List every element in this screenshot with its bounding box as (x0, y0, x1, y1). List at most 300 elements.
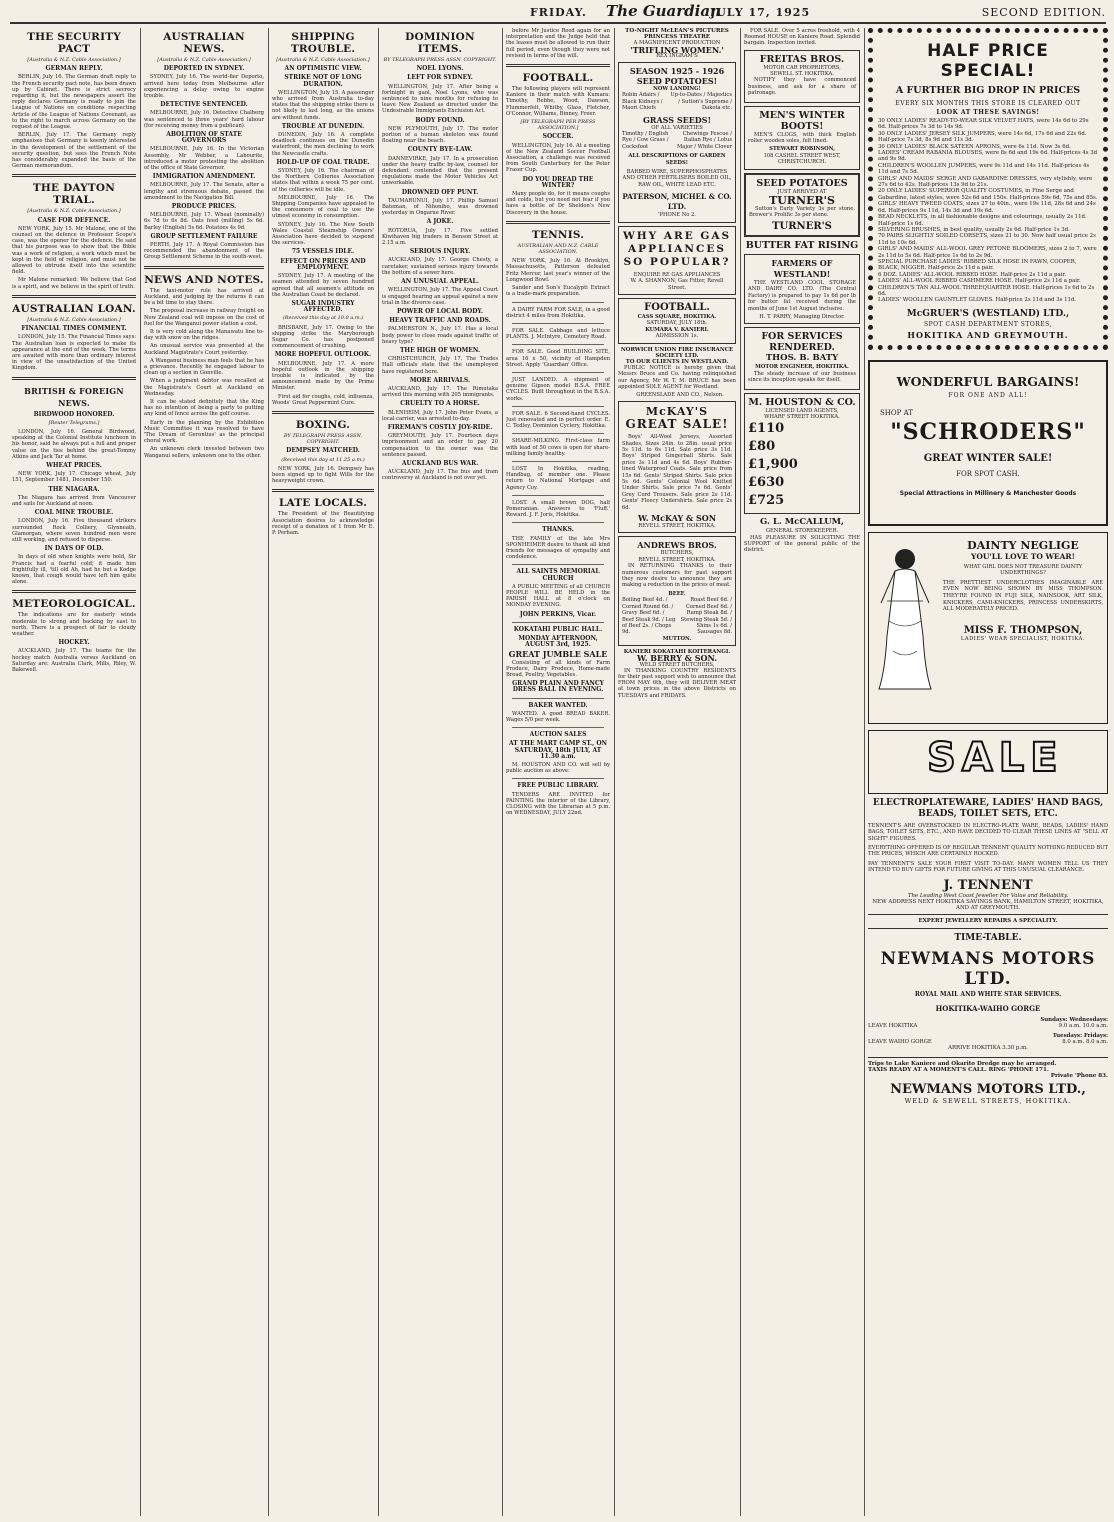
ad-firm-name: McGRUER'S (WESTLAND) LTD., (906, 308, 1070, 319)
timetable-time: 8.0 a.m. 8.0 a.m. (1062, 1038, 1108, 1045)
headline-dominion-items: DOMINION ITEMS. (405, 31, 475, 55)
subheading: SOCCER. (542, 133, 574, 141)
byline: [Australia & N.Z. Cable Association.] (27, 316, 121, 323)
ad-text: SHOP AT (880, 408, 913, 417)
byline: AUSTRALIAN AND N.Z. CABLE ASSOCIATION. (517, 242, 599, 256)
sale-item: BEAD NECKLETS, in all fashionable designs and colourings, usually 2s 11d. Half-price 1s 6d. (878, 214, 1087, 227)
ad-text: MOTOR ENGINEER, HOKITIKA. (755, 364, 849, 371)
sale-item: SILVERING BRUSHES, in best quality, usually 2s 6d. Half-price 1s 3d. (878, 226, 1070, 233)
ad-text: LADIES' WEAR SPECIALIST, HOKITIKA. (960, 635, 1086, 642)
ad-subtitle: A FURTHER BIG DROP IN PRICES (895, 85, 1081, 96)
masthead-edition: SECOND EDITION. (981, 6, 1106, 19)
article-text: WELLINGTON, July 15. A passenger who arrived from Australia to-day states that the shipping strike there is not likely to last long, as the unions are without funds. (272, 89, 374, 121)
article-text: A Wanganui business man feels that he has a grievance. Recently he engaged labour to clean up a section in Gonville. (144, 357, 264, 377)
article-text: In days of old when knights were bold, Sir Francis had a fearful cold; it made him frightfully ill, 'till old Ah, had he but a Kodge known, that cough would have left him quite alone. (12, 554, 136, 586)
ad-text: LICENSED LAND AGENTS, (765, 407, 839, 414)
article-text: BRISBANE, July 17. Owing to the shipping strike the Maryborough Sugar Co. has postponed commencement of crushing. (272, 324, 374, 350)
article-text: NEW YORK, July 15. Mr Malone, one of the counsel on the defence in Professor Scope's case, was the opener for the defence. He said that his purpose was to show that the Bible was a work of religion, a work which must be kept in the field of religion, and must not be allowed to obtrude itself into the scientific field. (12, 225, 136, 276)
ad-text: MEN'S CLOGS, with thick English roller wooden soles, felt lined. (748, 131, 856, 145)
timetable-arrival: ARRIVE HOKITIKA 3.30 p.m. (948, 1044, 1028, 1051)
divider (506, 64, 610, 67)
butter-fat-ad (744, 254, 860, 324)
article-text: AUCKLAND, July 17. George Chesty, a caretaker, sustained serious injury towards the bottom of a sewer here. (382, 257, 498, 276)
half-price-items (878, 118, 1098, 304)
article-text: SYDNEY, July 16. The chairman of the Northern Collieries Association states that within a week 75 per cent. of the collieries will be idle. (272, 168, 374, 193)
classified-ad: TENDERS ARE INVITED for PAINTING the interior of the Library, CLOSING with the Librarian at 5 p.m. on WEDNESDAY, JULY 22nd. (506, 791, 610, 817)
subheading: HEAVY TRAFFIC AND ROADS. (389, 317, 491, 325)
article-text: The proposal increase in railway freight on New Zealand coal will impose on the cost of fuel for the Wanganui power station a cost. (144, 308, 264, 327)
article-text: SYDNEY, July 17. A meeting of the seamen attended by seven hundred agreed that all seamen's attitude on the Australian Coast be declared. (272, 273, 374, 298)
sale-item: 20 ONLY LADIES' SUPERIOR QUALITY COSTUMES, in Fine Serge and Gabardine, latest styles, were 52s 6d and 150s. Half-prices 59s 6d, 75s and 85s. (878, 188, 1098, 201)
classified-ad: A DAIRY FARM FOR SALE, in a good district 4 miles from Hokitika. (506, 306, 610, 319)
ad-text: REVELL STREET, HOKITIKA. (638, 523, 716, 530)
byline: [Australia & N.Z. Cable Association.] (27, 57, 121, 63)
article-text: The President of the Beautifying Association desires to acknowledge receipt of a donation of 1 from Mr E. P. Perham. (272, 511, 374, 536)
ad-text: H. T. PARRY, Managing Director. (759, 313, 845, 320)
subheading: AUCKLAND BUS WAR. (401, 459, 479, 467)
article-text: Sander and Son's Eucalypti Extract is a trade-mark preparation. (506, 285, 610, 298)
subheading: THANKS. (542, 526, 574, 534)
subheading: FIREMAN'S COSTLY JOY-RIDE. (387, 423, 493, 431)
timetable-days: Tuesdays: Fridays: (1052, 1032, 1108, 1039)
subheading: GERMAN REPLY. (45, 65, 103, 73)
byline: [BY TELEGRAPH PER PRESS ASSOCIATION.] (520, 119, 596, 132)
ad-firm-name: MISS F. THOMPSON, (963, 624, 1083, 636)
ad-text: 108 CASHEL STREET WEST, (763, 152, 841, 159)
byline: BY TELEGRAPH PRESS ASSN. COPYRIGHT. (283, 432, 363, 446)
ad-title: THOS. B. BATY (765, 353, 839, 364)
article-text: MELBOURNE, July 16. Detective Chalberg was sentenced to three years' hard labour (for receiving money from a publican). (144, 110, 264, 129)
sale-item: GIRLS' AND MAIDS' SERGE AND GABARDINE DRESSES, very stylishly, were 27s 6d to 42s. Half-prices 13s 9d to 21s. (878, 175, 1093, 189)
subheading: LEFT FOR SYDNEY. (407, 74, 473, 82)
ad-text: Boiling Beef 4d. / Corned Round 6d. / Gravy Beef 6d. / Beef Steak 9d. / Leg of Beef 2s. / Chops 9d. (622, 597, 676, 636)
divider (512, 302, 604, 303)
headline-australian-loan: AUSTRALIAN LOAN. (12, 302, 136, 315)
theatre-ad-text: REX INGRAM'S (656, 52, 698, 59)
article-text: PERTH, July 17. A Royal Commission has recommended the abandonment of the Group Settlement Scheme in the south-west. (144, 242, 264, 261)
property-price: £725 (748, 493, 785, 509)
subheading: EFFECT ON PRICES AND EMPLOYMENT. (280, 257, 366, 271)
byline: [Australia & N.Z. Cable Association.] (157, 57, 251, 63)
timetable-days: Sundays: Wednesdays: (1040, 1016, 1108, 1023)
subheading: CRUELTY TO A HORSE. (400, 400, 480, 408)
notice-text: PUBLIC NOTICE is hereby given that Messrs Bruce and Co. having relinquished our Agency, Mr W. T. M. BRUCE has been appointed SOLE AGENT for Westland. (618, 365, 736, 390)
subheading: DEMPSEY MATCHED. (286, 447, 360, 455)
ad-text: SEWELL ST. HOKITIKA. (770, 71, 834, 78)
football-ad (618, 298, 736, 344)
subheading: DROWNED OFF PUNT. (401, 188, 479, 196)
column-divider (502, 28, 503, 1516)
article-text: MELBOURNE, July 16. The Shipping Companies have appealed to the consumers of coal to use the utmost economy in consumption. (272, 194, 374, 220)
property-price: £630 (748, 475, 785, 491)
ad-text: BARBED WIRE, SUPERPHOSPHATES AND OTHER FERTILISERS BOILED OIL, RAW OIL, WHITE LEAD ETC. (622, 169, 732, 188)
classified-ad: FOR SALE. 6 Second-hand CYCLES. Just renovated and in perfect order. E. C. Tedley, Dominion Cyclery, Hokitika. (506, 410, 610, 430)
divider (12, 174, 136, 177)
column-4 (382, 28, 498, 1516)
ad-firm-name: J. TENNENT (943, 877, 1033, 893)
ad-title: M. HOUSTON & CO. (748, 396, 856, 408)
property-price: £110 (748, 421, 785, 437)
article-text: WELLINGTON, July 17. After being a fortnight in gaol, Noel Lyons, who was sentenced to nine months for refusing to leave New Zealand as directed under the Undesirable Immigrants Exclusion Act. (382, 83, 498, 115)
subheading: NOEL LYONS. (416, 65, 464, 73)
ad-text: EVERY SIX MONTHS THIS STORE IS CLEARED OUT (895, 100, 1081, 107)
ad-text: EVERYTHING OFFERED IS OF REGULAR TENNENT QUALITY NOTHING REDUCED BUT THE PRICES, WHICH ARE CERTAINLY ROCKED. (868, 845, 1108, 858)
ad-text: Special Attractions in Millinery & Manchester Goods (899, 489, 1077, 497)
ad-text: NOTIFY they have commenced business, and ask for a share of patronage. (748, 77, 856, 97)
headline-tennis: TENNIS. (531, 228, 585, 241)
ad-text: WELD STREET BUTCHERS, (639, 661, 715, 668)
ad-title: FARMERS OF WESTLAND! (771, 257, 833, 279)
headline-shipping-trouble: SHIPPING TROUBLE. (290, 31, 356, 55)
divider (512, 564, 604, 565)
gas-ad (618, 226, 736, 295)
ad-text: SATURDAY, JULY 18th. (646, 320, 708, 327)
article-text: Mr Malone remarked: We believe that God is a spirit, and we believe in the spirit of truth. (12, 277, 136, 290)
sale-item: SPECIAL PURCHASE LADIES' RIBBED SILK HOSE IN FAWN, COOPER, BLACK, NIGGER. Half-price 2s 11d a pair. (878, 258, 1077, 272)
ad-text: Boys' All-Wool Jerseys, Assorted Shades, Sizes 24in. to 28in. usual price 5s 11d. to 6s 11d. Sale price 3s 11d. Boys' Striped Gingerball Shirts. Sale price 3s 11d and 4s 6d. Boys' Rubber-lined Waterproof Coats. Sale price from 15s 6d. Gents' Striped Shirts. Sale price 5s 6d. Gents' Colonial Wool Knitted Under Shirts. Sale price 7s 6d. Gents' Grey Cord Trousers. Sale price 2s 11d. Gents' Fleecy Undershirts. Sale price 2s 6d. (622, 434, 732, 511)
ad-title: BUTTER FAT RISING (745, 239, 859, 251)
article-text: AUCKLAND, July 17. The bus and tram controversy at Auckland is not over yet. (382, 469, 498, 482)
byline: (Received this day at 11.25 a.m.) (281, 456, 365, 463)
article-text: When a judgment debtor was recalled at the Magistrate's Court at Auckland on Wednesday. (144, 378, 264, 397)
subheading: DEPORTED IN SYDNEY. (163, 65, 245, 73)
ad-text: BUTCHERS, (660, 550, 694, 557)
sale-banner (868, 730, 1108, 794)
ad-text: SPOT CASH DEPARTMENT STORES, (924, 320, 1052, 328)
classified-ad: THE FAMILY of the late Mrs SPONHEIMER desire to thank all kind friends for messages of sympathy and condolence. (506, 535, 610, 561)
theatre-ad-heading: TO-NIGHT McLEAN'S PICTURES PRINCESS THEATRE (625, 28, 729, 41)
ad-title: ELECTROPLATEWARE, LADIES' HAND BAGS, BEADS, TOILET SETS, ETC. (872, 797, 1104, 819)
ad-firm-name: "SCHRODERS" (890, 418, 1086, 445)
mens-boots-ad (744, 106, 860, 170)
classified-ad: SHARE-MILKING. First-class farm with lead of 50 cows is open for share-milking family healthy. (506, 438, 610, 457)
ad-text: HAS PLEASURE IN SOLICITING THE SUPPORT of the general public of the district. (744, 534, 860, 553)
subheading: IMMIGRATION AMENDMENT. (152, 173, 256, 181)
ad-text: ADMISSION 1s. (655, 333, 699, 340)
divider (506, 221, 610, 224)
services-rendered-ad (744, 327, 860, 389)
article-text: NEW YORK, July 16. At Brooklyn, Massachusetts, Patterson defeated Fritz Mercur, last year's winner of the Longwood Bowl. (506, 258, 610, 283)
ad-title: W. BERRY & SON. (636, 653, 718, 664)
article-text: SYDNEY, July 16. The New South Wales Coastal Steamship Owners' Association have decided to suspend the services. (272, 221, 374, 247)
subheading: BAKER WANTED. (528, 701, 588, 709)
article-text: WELLINGTON, July 16. At a meeting of the New Zealand Soccer Football Association, a challenge was received from South Canterbury for the Peter Fraser Cup. (506, 142, 610, 174)
ad-title: GRASS SEEDS! (642, 114, 712, 125)
column-divider (378, 28, 379, 1516)
subheading: ABOLITION OF STATE GOVERNORS (166, 131, 242, 145)
masthead-day: FRIDAY. (530, 6, 587, 19)
headline-news-and-notes: NEWS AND NOTES. (144, 273, 264, 286)
ad-text: STEWART ROBINSON, (769, 146, 835, 153)
ad-title: FOR SERVICES RENDERED. (761, 331, 843, 354)
article-text: NEW PLYMOUTH, July 17. The motor portion of a human skeleton was found floating near the beach. (382, 125, 498, 145)
divider (512, 323, 604, 324)
woman-illustration (873, 541, 937, 691)
ad-text: LOOK AT THESE SAVINGS! (936, 109, 1040, 116)
ad-title: SEASON 1925 - 1926 SEED POTATOES! (629, 66, 725, 87)
ad-subtitle: HOKITIKA-WAIHO GORGE (935, 1003, 1041, 1013)
divider (512, 727, 604, 728)
ad-title: TURNER'S (772, 220, 832, 232)
article-text: LONDON, July 16. Five thousand strikers surrounded Rock Colliery, Glynneath, Glamorgan, where seven hundred men were still working, and refused to disperse. (12, 518, 136, 543)
article-text: DUNEDIN, July 16. A complete deadlock continues on the Dunedin waterfront, the men declining to work the Newcastle crafts. (272, 132, 374, 157)
divider (512, 495, 604, 496)
divider (512, 461, 604, 462)
ad-text: IN THANKING COUNTRY RESIDENTS for their past support wish to announce that FROM MAY 6th, they will DELIVER MEAT at town prices in the above Districts on TUESDAYS and FRIDAYS. (618, 667, 736, 699)
ad-text: Roast Beef 6d. / Corned Beef 6d. / Rump Steak 8d. / Stewing Steak 5d. / Shins 1s 6d. / Sausages 8d. (680, 597, 732, 636)
ad-text: Trips to Lake Kaniere and Okarito Dredge may be arranged. (868, 1060, 1057, 1067)
ad-text: ALL DESCRIPTIONS OF GARDEN SEEDS! (628, 153, 726, 166)
classified-ad: LOST. In Hokitika, reading, Handbag, of member one. Please return to National Mortgage and Agency Coy. (506, 465, 610, 491)
sale-item: 30 ONLY LADIES' JERSEY SILK JUMPERS, were 14s 6d, 17s 6d and 22s 6d. Half-price 7s 3d, 8s 9d and 11s 3d. (878, 130, 1087, 144)
article-text: AUCKLAND, July 17. The teams for the hockey match Australia versus Auckland on Saturday are: Australia Clark, Mills, Riley, W. Bakewell. (12, 648, 136, 674)
article-text: BERLIN, July 17. The Germany reply emphasises that Germany is keenly interested in the development of the settlement of the security question, but sees the French Note has considerably expanded the basis of the German memorandum. (12, 132, 136, 170)
article-text: NEW YORK, July 17. Chicago wheat, July 151, September 1481, December 150. (12, 471, 136, 484)
article-text: First aid for coughs, cold, influenza, Woods' Great Peppermint Cure. (272, 393, 374, 406)
timetable-time: 9.0 a.m. 10.0 a.m. (1058, 1022, 1108, 1029)
ad-title: ANDREWS BROS. (637, 540, 717, 551)
article-text: LONDON, July 16. General Birdwood, speaking at the Colonial Institute luncheon in his honor, said he always put a full and proper value on the ties behind the great-Tommy Atkins and Jack Tar at home. (12, 428, 136, 460)
timetable-route: LEAVE HOKITIKA (868, 1022, 918, 1029)
ad-title: GREAT SALE! (625, 417, 729, 432)
subheading: HOLD-UP OF COAL TRADE. (276, 158, 370, 166)
byline: (Received this day at 10.0 a.m.) (282, 315, 364, 322)
ad-text: THE PRETTIEST UNDERCLOTHES IMAGINABLE ARE EVEN NOW BEING SHOWN BY MISS THOMPSON. THEY'RE FOUND IN FUJI SILK, NAINSOOK, ART SILK, KNICKERS, CAMI-KNICKERS, PRINCESS UNDERSKIRTS, ALL MODERATELY PRICED. (943, 579, 1103, 613)
ad-text: REVELL STREET, HOKITIKA. (638, 556, 716, 563)
subheading: MONDAY AFTERNOON, AUGUST 3rd, 1925. (518, 635, 598, 649)
subheading: AUCTION SALES (529, 731, 587, 739)
houston-land-ad (744, 393, 860, 515)
ad-text: NEW ADDRESS NEXT HOKITIKA SAVINGS BANK, HAMILTON STREET, HOKITIKA, AND AT GREYMOUTH. (872, 898, 1104, 911)
article-text: MELBOURNE, July 17. Wheat (nominally) 6s 7d to 6s 8d. Oats feed (milling) 5s 6d. Barley (English) 5s 6d. Potatoes 4s 9d. (144, 212, 264, 231)
ad-text: Private 'Phone 83. (1050, 1072, 1108, 1079)
sale-item: CHILDREN'S WOOLLEN JUMPERS, were 9s 11d and 14s 11d. Half-prices 4s 11d and 7s 5d. (878, 162, 1090, 176)
mckay-sale-ad (618, 401, 736, 533)
ad-text: MUTTON. (662, 635, 692, 642)
ad-text: CASS SQUARE, HOKITIKA. (637, 313, 717, 320)
ad-title: TURNER'S (769, 194, 835, 208)
ad-title: FOOTBALL. (644, 301, 710, 313)
subheading: HOCKEY. (58, 639, 90, 647)
headline-boxing: BOXING. (295, 418, 351, 431)
ad-text: WHARF STREET HOKITIKA. (764, 413, 840, 420)
freitas-ad (744, 50, 860, 103)
subheading: FINANCIAL TIMES COMMENT. (21, 325, 127, 333)
subheading: WHEAT PRICES. (46, 461, 102, 469)
subheading: MORE HOPEFUL OUTLOOK. (274, 351, 372, 359)
ad-text: MOTOR CAR PROPRIETORS, (763, 64, 841, 71)
ad-title: WHY ARE GAS APPLIANCES SO POPULAR? (622, 229, 732, 268)
article-text: SYDNEY, July 16. The world-fier Deporto, arrived here today from Melbourne after experiencing a delay owing to engine trouble. (144, 74, 264, 100)
column-divider (140, 28, 141, 1516)
divider (144, 266, 264, 269)
timetable-route: LEAVE WAIHO GORGE (868, 1038, 932, 1045)
article-text: Many people do, for it means coughs and colds, but you need not fear if you have a bottle of Dr Sheldon's New Discovery in the house. (506, 191, 610, 216)
ad-text: EXPERT JEWELLERY REPAIRS A SPECIALITY. (918, 917, 1058, 924)
ad-title: WONDERFUL BARGAINS! (896, 373, 1080, 389)
subheading: THE HIGH OF WOMEN. (399, 346, 481, 354)
column-2 (144, 28, 264, 1516)
sale-item: LADIES' WOOLLEN GAUNTLET GLOVES. Half-price 2s 11d and 3s 11d. (878, 297, 1077, 304)
property-price: £1,900 (748, 457, 798, 473)
dainty-neglige-ad (868, 532, 1108, 724)
half-price-special-ad (868, 28, 1108, 350)
ad-text: KUMARA V. KANIERI. (645, 326, 709, 333)
article-text: Consisting of all kinds of Farm Produce, Dairy Produce, Home-made Bread, Poultry, Vegetables. (506, 659, 610, 679)
sale-item: 70 PAIRS SLIGHTLY SOILED CORSETS, sizes 21 to 30. Now half usual price 2s 11d to 10s 6d. (878, 233, 1096, 246)
headline-security-pact: THE SECURITY PACT (27, 31, 121, 55)
article-text: It is very cold along the Manawatu line to-day with snow on the ridges. (144, 328, 264, 342)
classified-ad: FOR SALE. Good BUILDING SITE, area 16 x 50, vicinity of Hampden Street. Apply 'Guardian' Office. (506, 349, 610, 368)
ad-subtitle: GREAT WINTER SALE! (923, 452, 1053, 464)
subheading: BODY FOUND. (415, 116, 465, 124)
column-1 (12, 28, 136, 1516)
ad-firm-name: NEWMANS MOTORS LTD. (880, 948, 1096, 989)
column-divider (614, 28, 615, 1516)
schroders-ad (868, 360, 1108, 526)
article-text: BERLIN, July 16. The German draft reply to the French security pact note, has been drawn up by Cabinet. There is strict secrecy regarding it, but the newspapers assert the reply declares Germany is ready to join the League of Nations on conditions respecting Article of the League of Nations Covenant, as to the right to march across Germany on the request of the League. (12, 74, 136, 131)
subheading: AN OPTIMISTIC VIEW. (284, 65, 362, 73)
subheading: COUNTY BYE-LAW. (407, 146, 473, 154)
subheading: SUGAR INDUSTRY AFFECTED. (291, 299, 355, 314)
subheading: BIRDWOOD HONORED. (33, 410, 115, 418)
sale-item: LADIES' CREAM RABANIA BLOUSES, were 8s 6d and 19s 6d. Half-prices 4s 3d and 9s 9d. (878, 150, 1098, 163)
divider (512, 778, 604, 779)
ad-text: The steady increase of our business since its inception speaks for itself. (748, 370, 856, 384)
article-text: It can be stated definitely that the King has no intention of being a party to putting any kind of fence across the golf course. (144, 398, 264, 418)
property-price: £80 (748, 439, 776, 455)
article-text: GREYMOUTH, July 17. Fourteen days imprisonment and an order to pay 20 compensation to the owner was the sentence passed. (382, 433, 498, 458)
subheading: PRODUCE PRICES. (171, 203, 237, 211)
divider (512, 372, 604, 373)
seed-potatoes-turner-ad (744, 173, 860, 237)
column-7 (744, 28, 860, 1516)
subheading: FREE PUBLIC LIBRARY. (517, 782, 599, 790)
article-text: AUCKLAND, July 17. The Rimutaka arrived this morning with 205 immigrants. (382, 385, 498, 399)
sale-item: 30 ONLY LADIES' BLACK SATEEN APRONS, were 6s 11d. Now 3s 6d. (878, 143, 1071, 150)
classified-ad: JUST LANDED. A shipment of genuine Gipson model B.S.A. FREE CYCLES. Built throughout in the B.S.A. works. (506, 376, 610, 402)
classified-ad: FOR SALE. Cabbage and lettuce PLANTS. J. McIntyre, Cemetery Road. (506, 327, 610, 341)
headline-meteorological: METEOROLOGICAL. (12, 598, 136, 611)
article-text: The indications are for easterly winds moderate to strong and backing by east to north. There is a prospect of fair to cloudy weather. (12, 612, 136, 637)
sale-item: CHILDREN'S TAN ALL-WOOL THREEQUARTER HOSE. Half-prices 1s 6d to 2s 6d. (878, 284, 1095, 297)
seed-potatoes-ad (618, 62, 736, 223)
ad-text: The Leading West Coast Jeweller For Value and Reliability. (907, 892, 1069, 899)
ad-text: PAY TENNENT'S SALE YOUR FIRST VISIT TO-DAY. MANY WOMEN TELL US THEY INTEND TO BUY GIFTS FOR FUTURE GIVING AT THIS UNUSUAL CLEARANCE. (868, 860, 1108, 874)
ad-text: Sutton's Early Variety 3s per stone. Brewer's Prolific 3s per stone. (749, 206, 855, 219)
sale-item: GIRLS' AND MAIDS' ALL-WOOL GREY PETONE BLOOMERS, sizes 2 to 7, were 2s 11d to 5s 6d. Half-price 1s 6d to 2s 9d. (878, 246, 1097, 259)
notice-text: GREENSLADE AND CO., Nelson. (636, 391, 724, 398)
divider (512, 698, 604, 699)
headline-australian-news: AUSTRALIAN NEWS. (163, 31, 245, 55)
classified-ad: A PUBLIC MEETING of all CHURCH PEOPLE WILL BE HELD in the PARISH HALL at 8 o'clock on MONDAY EVENING. (506, 583, 610, 609)
ad-title: PATERSON, MICHEL & CO. LTD. (622, 192, 732, 212)
subheading: COAL MINE TROUBLE. (34, 509, 114, 517)
divider (12, 590, 136, 593)
subheading: TROUBLE AT DUNEDIN. (281, 122, 365, 130)
column-3 (272, 28, 374, 1516)
sale-item: LADIES' ALL-WOOL RIBBED CASHMERE HOSE. Half-price 2s 11d a pair. (878, 278, 1081, 285)
ad-text: HOKITIKA AND GREYMOUTH. (907, 329, 1069, 340)
article-text: WELLINGTON, July 17. The Appeal Court is engaged hearing an appeal against a new trial in the divorce case. (382, 287, 498, 306)
notice-title: TO OUR CLIENTS IN WESTLAND. (625, 358, 729, 365)
divider (12, 295, 136, 298)
ad-title: McKAY'S (645, 405, 709, 419)
andrews-butchers-ad (618, 536, 736, 646)
article-text: DANNEVIRKE, July 17. In a prosecution under the heavy traffic by-law, counsel for defendant contended that the present regulations made the Motor Vehicles Act unworkable. (382, 155, 498, 187)
ad-text: BEEF. (668, 590, 686, 597)
ad-text: ENQUIRE RE GAS APPLIANCES (633, 271, 721, 278)
column-8 (868, 28, 1108, 1518)
subheading: SERIOUS INJURY. (409, 248, 471, 256)
ad-title: MEN'S WINTER BOOTS! (759, 109, 845, 132)
subheading: GREAT JUMBLE SALE (508, 649, 608, 660)
article-text: LONDON, July 15. The Financial Times says: The Australian loan is expected to make its appearance at the end of the week. The terms are awaited with more than ordinary interest in view of the unsatisfaction of the United Kingdom. (12, 334, 136, 372)
article-text: PALMERSTON N., July 17. Has a local body power to close roads against traffic of heavy type? (382, 326, 498, 345)
ad-subtitle: YOU'LL LOVE TO WEAR! (971, 551, 1075, 561)
subheading: AT THE MART CAMP ST., ON SATURDAY, 18th JULY, AT 11.30 a.m. (508, 740, 608, 760)
article-text: Early in the planning by the Exhibition Music Committee it was resolved to have 'The Dream of Gerontius' as the principal choral work. (144, 419, 264, 445)
ad-text: GENERAL STOREKEEPER. (765, 528, 839, 535)
ad-title: SEED POTATOES (756, 177, 848, 189)
headline-late-locals: LATE LOCALS. (278, 497, 368, 510)
subheading: AN UNUSUAL APPEAL. (401, 278, 479, 286)
sale-item: 30 ONLY LADIES' READY-TO-WEAR SILK VELVET HATS, were 14s 6d to 29s 6d. Half-prices 7s 3d to 14s 9d. (878, 118, 1089, 131)
sale-item: GIRLS' HEAVY TWEED COATS, sizes 27 to 40in., were 19s 11d, 28s 6d and 24s 6d. Half-prices 9s 11d, 14s 3d and 19s 6d. (878, 201, 1096, 214)
ad-text: THE WESTLAND COOL STORAGE AND DAIRY CO. LTD. (The Central Factory) is prepared to pay 1s 6d per lb for butter fat received during the months of June 1st August inclusive. (748, 279, 856, 312)
subheading: DO YOU DREAD THE WINTER? (522, 175, 594, 189)
subheading: CASE FOR DEFENCE. (37, 216, 111, 224)
subheading: DETECTIVE SENTENCED. (160, 101, 248, 109)
column-divider (268, 28, 269, 1516)
divider (512, 622, 604, 623)
ad-text: TENNENT'S ARE OVERSTOCKED IN ELECTRO-PLATE WARE, BEADS, LADIES' HAND BAGS, TOILET SETS, ETC., AND HAVE DECIDED TO CLEAR THESE LINES AT "SELL AT SIGHT" FIGURES. (868, 822, 1108, 842)
ad-text: FOR ONE AND ALL! (948, 391, 1028, 399)
ad-title: KANIERI KOKATAHI KOITERANGI. (623, 649, 731, 656)
ad-text: WHAT GIRL DOES NOT TREASURE DAINTY UNDERTHINGS? (963, 563, 1083, 576)
ad-text: OF ALL VARIETIES (651, 124, 703, 131)
classified-ad: M. HOUSTON AND CO. will sell by public auction as above: (506, 762, 610, 775)
divider (272, 411, 374, 414)
article-text: CHRISTCHURCH, July 17. The Trades Hall officials state that the unemployed have registered here. (382, 356, 498, 375)
article-text: An unusual service was presented at the Auckland Magistrate's Court yesterday. (144, 343, 264, 356)
ad-title: G. L. McCALLUM, (760, 517, 844, 528)
column-divider (740, 28, 741, 1516)
ad-text: W. A. SHANNON, Gas Fitter, Revell Street. (630, 278, 724, 291)
masthead-date: JULY 17, 1925 (710, 6, 811, 19)
divider (512, 344, 604, 345)
divider (512, 433, 604, 434)
subheading: GRAND PLAIN AND FANCY DRESS BALL IN EVENING. (512, 680, 604, 694)
subheading: GROUP SETTLEMENT FAILURE (150, 232, 258, 240)
byline: [Reuter Telegrams.] (48, 419, 100, 426)
divider (12, 377, 136, 380)
subheading: STRIKE NOT OF LONG DURATION. (284, 74, 362, 88)
article-text: The following players will represent Kaniere in their match with Kumara: Timothy, Rebbe, Wood, Dawson, Flummerfelt, Whitby, Glass, Fletcher, O'Connor, Williams, Binney, Freer. (506, 86, 610, 117)
subheading: MORE ARRIVALS. (409, 376, 471, 384)
ad-text: Up-to-Dates / Majestics / Sutton's Supreme / Dakota etc. (670, 92, 732, 112)
headline-british-foreign: BRITISH & FOREIGN NEWS. (24, 385, 124, 408)
article-text: MELBOURNE, July 17. The Senate, after a lengthy and strenuous debate, passed the amendment to the Navigation Bill. (144, 182, 264, 201)
ad-title: HALF PRICE SPECIAL! (927, 41, 1049, 81)
ad-text: JUST ARRIVED AT (777, 188, 827, 195)
column-6 (618, 28, 736, 1516)
ad-text: Robin Adairs / Black Kidneys / Maori Chiefs (622, 92, 663, 112)
article-text: MELBOURNE, July 16. In the Victorian Assembly, Mr Webber, a Labourite, introduced a motor protesting the abolition of the office of State Governor. (144, 146, 264, 172)
column-5 (506, 28, 610, 1516)
ad-text: 'PHONE No 2. (658, 212, 696, 219)
article-text: The taxi-motor rule has arrived at Auckland, and judging by the returns it can be a bit time to stay there. (144, 287, 264, 307)
